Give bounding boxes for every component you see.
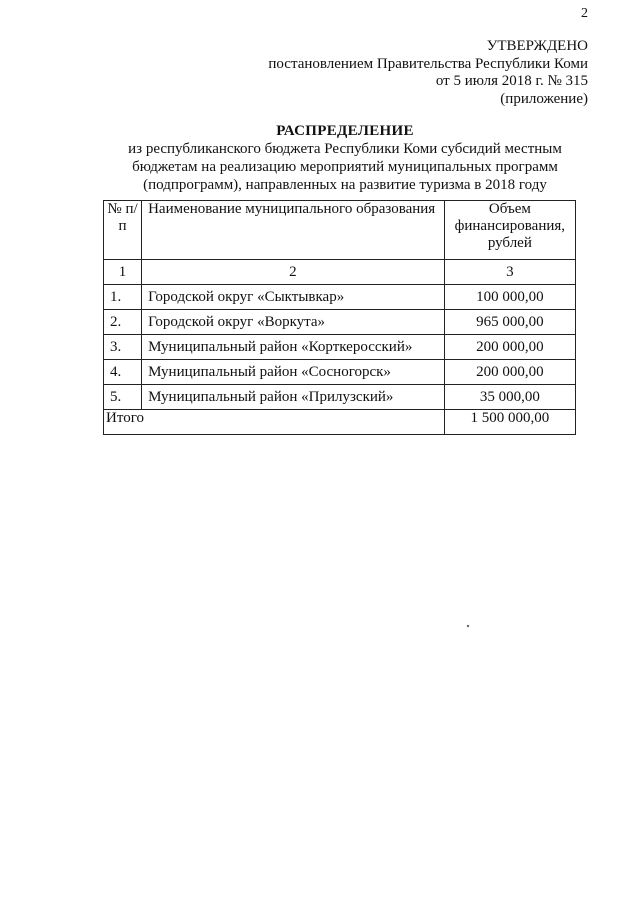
page-number: 2 (581, 6, 588, 21)
column-index: 2 (142, 260, 445, 285)
table-row (104, 335, 576, 360)
header-number: № п/п (104, 201, 142, 260)
total-amount: 1 500 000,00 (444, 410, 575, 435)
row-amount: 200 000,00 (444, 360, 575, 385)
column-index: 3 (444, 260, 575, 285)
row-municipality: Муниципальный район «Прилузский» (142, 385, 445, 410)
subtitle-line: бюджетам на реализацию мероприятий муниципальных программ (132, 159, 558, 175)
approval-resolution: постановлением Правительства Республики Коми (268, 55, 588, 72)
column-index: 1 (104, 260, 142, 285)
header-municipality: Наименование муниципального образования (142, 201, 445, 260)
row-number: 2. (104, 310, 142, 335)
table-row (104, 385, 576, 410)
row-number: 3. (104, 335, 142, 360)
row-amount: 965 000,00 (444, 310, 575, 335)
row-amount: 35 000,00 (444, 385, 575, 410)
document-title: РАСПРЕДЕЛЕНИЕ (276, 123, 414, 139)
scan-speck (467, 625, 470, 628)
distribution-table (103, 200, 576, 435)
row-municipality: Городской округ «Сыктывкар» (142, 285, 445, 310)
document-subtitle (90, 140, 600, 194)
table-total-row (104, 410, 576, 435)
row-number: 5. (104, 385, 142, 410)
title-block (90, 122, 600, 194)
column-index-row (104, 260, 576, 285)
table-row (104, 285, 576, 310)
row-municipality: Муниципальный район «Корткеросский» (142, 335, 445, 360)
row-municipality: Городской округ «Воркута» (142, 310, 445, 335)
approval-stamp (268, 38, 588, 108)
table-row (104, 310, 576, 335)
row-amount: 100 000,00 (444, 285, 575, 310)
row-municipality: Муниципальный район «Сосногорск» (142, 360, 445, 385)
subtitle-line: (подпрограмм), направленных на развитие туризма в 2018 году (143, 177, 547, 193)
subtitle-line: из республиканского бюджета Республики Коми субсидий местным (128, 141, 562, 157)
row-number: 1. (104, 285, 142, 310)
row-number: 4. (104, 360, 142, 385)
approval-heading: УТВЕРЖДЕНО (486, 38, 588, 54)
table-row (104, 360, 576, 385)
row-amount: 200 000,00 (444, 335, 575, 360)
header-amount: Объем финансирования, рублей (444, 201, 575, 260)
total-label: Итого (104, 410, 445, 435)
approval-date: от 5 июля 2018 г. № 315 (435, 73, 588, 89)
approval-appendix: (приложение) (500, 90, 588, 107)
table-header-row (104, 201, 576, 260)
